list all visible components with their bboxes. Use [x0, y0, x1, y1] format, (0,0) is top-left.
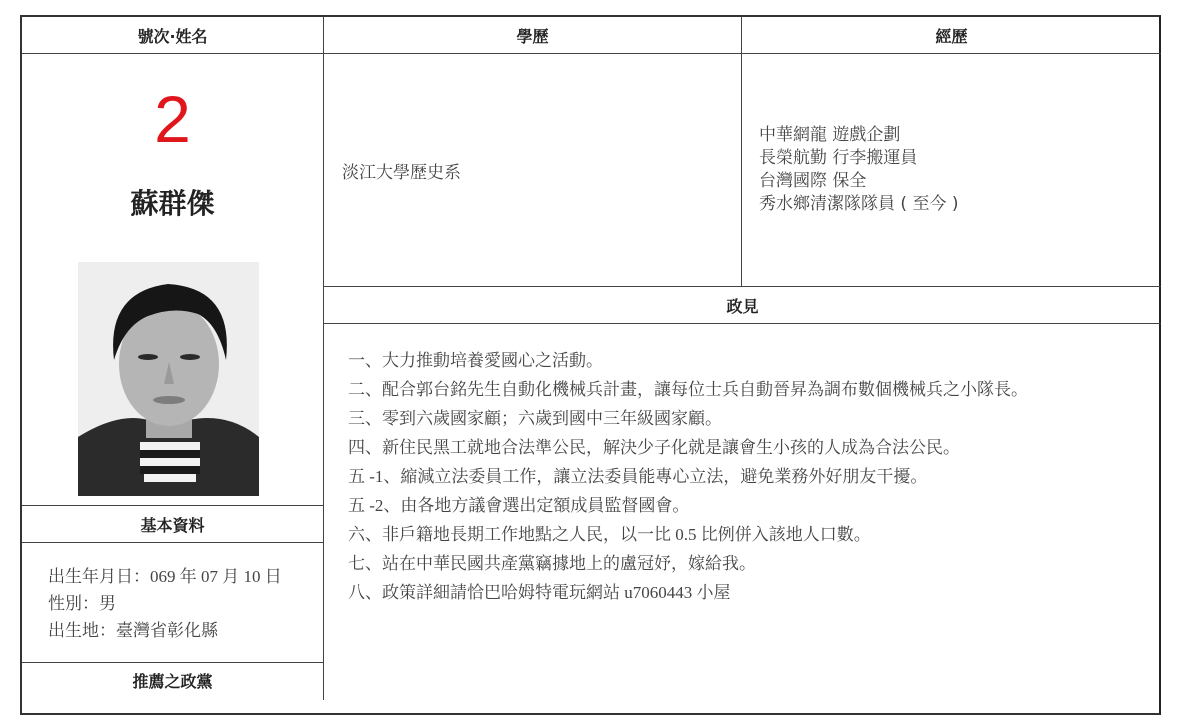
- birthplace: 出生地：臺灣省彰化縣: [48, 621, 218, 640]
- birth-date: 出生年月日：069 年 07 月 10 日: [48, 567, 282, 586]
- basic-info-body: [22, 543, 324, 663]
- candidate-number: 2: [154, 82, 191, 156]
- experience-item: 長榮航勤 行李搬運員: [759, 148, 918, 168]
- policy-item: 五 -1、縮減立法委員工作，讓立法委員能專心立法，避免業務外好朋友干擾。: [348, 467, 928, 486]
- gender: 性別：男: [48, 594, 116, 613]
- experience-item: 中華網龍 遊戲企劃: [759, 125, 901, 145]
- header-policy: 政見: [324, 287, 1161, 324]
- policy-item: 三、零到六歲國家顧；六歲到國中三年級國家顧。: [348, 409, 722, 428]
- candidate-photo: [78, 262, 259, 496]
- policy-item: 八、政策詳細請恰巴哈姆特電玩網站 u7060443 小屋: [348, 583, 731, 602]
- education-body: [324, 54, 742, 287]
- policy-item: 五 -2、由各地方議會選出定額成員監督國會。: [348, 496, 690, 515]
- header-education: 學歷: [324, 17, 742, 54]
- candidate-bulletin-table: [20, 15, 1161, 715]
- header-number-name: 號次·姓名: [22, 17, 324, 54]
- header-experience: 經歷: [742, 17, 1161, 54]
- portrait-image-icon: [78, 262, 259, 496]
- policy-item: 四、新住民黑工就地合法準公民，解決少子化就是讓會生小孩的人成為合法公民。: [348, 438, 960, 457]
- education-text: 淡江大學歷史系: [342, 162, 461, 182]
- experience-item: 秀水鄉清潔隊隊員 ( 至今 ): [759, 194, 959, 214]
- policy-item: 二、配合郭台銘先生自動化機械兵計畫，讓每位士兵自動晉昇為調布數個機械兵之小隊長。: [348, 380, 1028, 399]
- experience-item: 台灣國際 保全: [759, 171, 867, 191]
- candidate-identity-block: [22, 54, 324, 506]
- experience-body: [742, 54, 1161, 287]
- candidate-name: 蘇群傑: [130, 187, 215, 220]
- header-party: 推薦之政黨: [22, 663, 324, 700]
- policy-item: 一、大力推動培養愛國心之活動。: [348, 351, 603, 370]
- policy-body: [324, 324, 1161, 724]
- header-basic-info: 基本資料: [22, 506, 324, 543]
- policy-item: 七、站在中華民國共產黨竊據地上的盧冠妤，嫁給我。: [348, 554, 756, 573]
- policy-item: 六、非戶籍地長期工作地點之人民，以一比 0.5 比例併入該地人口數。: [348, 525, 871, 544]
